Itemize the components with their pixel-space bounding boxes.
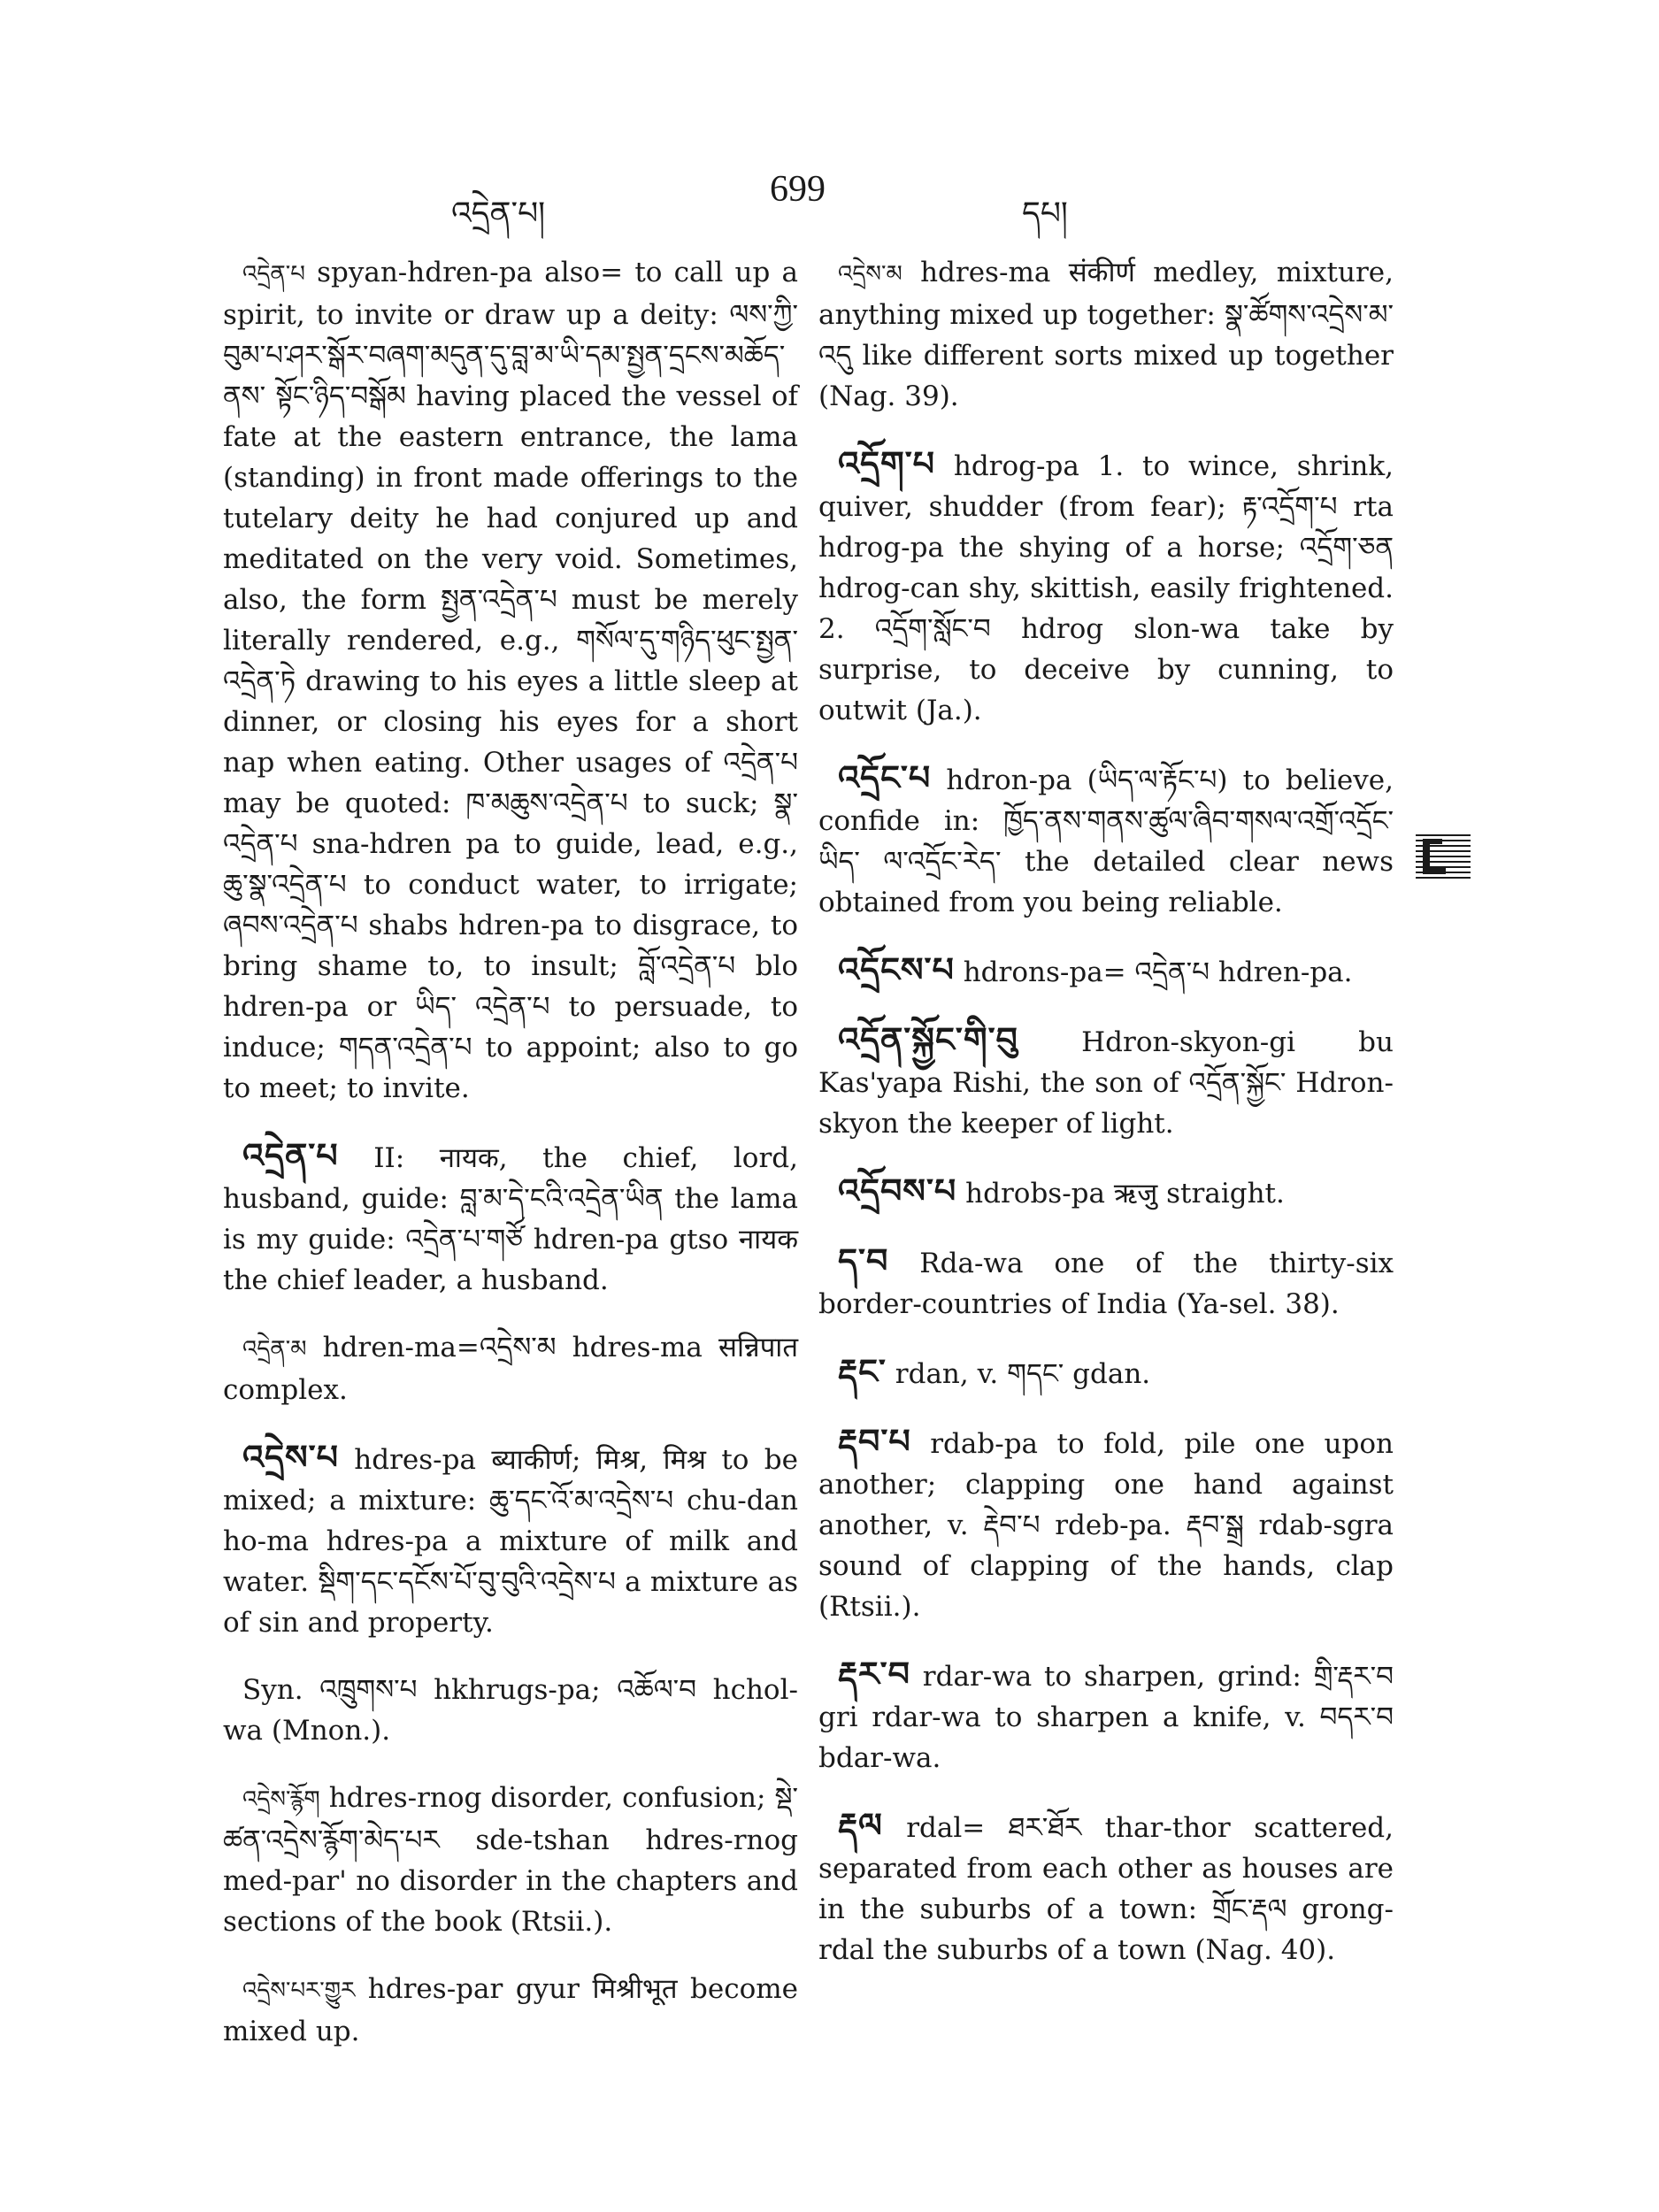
entry-hdrog-pa: འདྲོག་པ hdrog-pa 1. to wince, shrink, quiver, shudder (from fear); རྟ་འདྲོག་པ rta hdrog-pa the shying of a horse; འདྲོག་ཅན hdrog-can shy, skittish, easily frightened. 2. འདྲོག་སློང་བ hdrog slon-wa take by surprise, to deceive by cunning, to outwit (Ja.). — [818, 443, 1394, 726]
page-number: 699 — [770, 169, 826, 210]
entry-hdrons-pa: འདྲོངས་པ hdrons-pa= འདྲེན་པ hdren-pa. — [838, 949, 1353, 989]
entry-hdron-pa: འདྲོང་པ hdron-pa (ཡིད་ལ་རྟོང་པ) to believe, confide in: ཁྱོད་ནས་གནས་ཚུལ་ཞིབ་གསལ་འགྲོ་འདྲོང་ཡིད་ ལ་འདྲོང་རེད་ the detailed clear news obtained from you being reliable. — [818, 757, 1394, 918]
entry-hdres-par-gyur: འདྲེས་པར་གྱུར hdres-par gyur मिश्रीभूत become mixed up. — [223, 1973, 798, 2047]
thumb-index-icon — [1416, 832, 1471, 881]
entry-rdar-wa: རྡར་བ rdar-wa to sharpen, grind: གྲི་རྡར་བ gri rdar-wa to sharpen a knife, v. བདར་བ bdar-wa. — [818, 1654, 1394, 1774]
entry-hdres-pa: འདྲེས་པ hdres-pa ब्याकीर्ण; मिश्र, मिश्र to be mixed; a mixture: ཆུ་དང་འོ་མ་འདྲེས་པ chu-dan ho-ma hdres-pa a mixture of milk and water. སྡིག་དང་དངོས་པོ་བུ་བུའི་འདྲེས་པ a mixture as of sin and property. — [223, 1437, 798, 1639]
entry-rda-wa: ད་བ Rda-wa one of the thirty-six border-countries of India (Ya-sel. 38). — [818, 1240, 1394, 1320]
entry-hdren-pa-ii: འདྲེན་པ II: नायक, the chief, lord, husband, guide: བླ་མ་དེ་ངའི་འདྲེན་ཡིན the lama is my guide: འདྲེན་པ་གཙོ hdren-pa gtso नायक the chief leader, a husband. — [223, 1135, 798, 1296]
header-left-word: འདྲེན་པ། — [451, 196, 546, 232]
entry-hdres-rnog: འདྲེས་རྙོག hdres-rnog disorder, confusion; སྡེ་ཚན་འདྲེས་རྙོག་མེད་པར sde-tshan hdres-rnog med-par' no disorder in the chapters and sections of the book (Rtsii.). — [223, 1782, 798, 1938]
entry-rdan: རྡང་ rdan, v. གདང་ gdan. — [838, 1351, 1151, 1391]
entry-spyan-hdren-pa: འདྲེན་པ spyan-hdren-pa also= to call up a spirit, to invite or draw up a deity: ལས་ཀྱི་ བུམ་པ་ཤར་སྒོར་བཞག་མདུན་དུ་བླ་མ་ཡི་དམ་སྤྱན་དྲངས་མཆོད་ནས་ སྟོང་ཉིད་བསྒོམ having placed the vessel of fate at the eastern entrance, the lama (standing) in front made offerings to the tutelary deity he had conjured up and meditated on the very void. Sometimes, also, the form སྤྱན་འདྲེན་པ must be merely literally rendered, e.g., གསོལ་དུ་གཉིད་ཕུང་སྤྱན་ འདྲེན་ཏེ drawing to his eyes a little sleep at dinner, or closing his eyes for a short nap when eating. Other usages of འདྲེན་པ may be quoted: ཁ་མཆུས་འདྲེན་པ to suck; སྣ་འདྲེན་པ sna-hdren pa to guide, lead, e.g., ཆུ་སྣ་འདྲེན་པ to conduct water, to irrigate; ཞབས་འདྲེན་པ shabs hdren-pa to disgrace, to bring shame to, to insult; བློ་འདྲེན་པ blo hdren-pa or ཡིད་ འདྲེན་པ to persuade, to induce; གདན་འདྲེན་པ to appoint; also to go to meet; to invite. — [223, 257, 798, 1104]
left-column — [223, 252, 798, 2078]
header-right-word: དཔ། — [1022, 196, 1068, 232]
entry-hdrobs-pa: འདྲོབས་པ hdrobs-pa ऋजु straight. — [838, 1171, 1285, 1210]
entry-hdron-skyon-gi-bu: འདྲོན་སྐྱོང་གི་བུ Hdron-skyon-gi bu Kas'yapa Rishi, the son of འདྲོན་སྐྱོང་ Hdron-skyon the keeper of light. — [818, 1019, 1394, 1140]
entry-synonyms: Syn. འཁྲུགས་པ hkhrugs-pa; འཆོལ་བ hchol-wa (Mnon.). — [223, 1674, 798, 1747]
running-head — [221, 168, 1389, 232]
entry-rdal: རྡལ rdal= ཐར་ཐོར thar-thor scattered, separated from each other as houses are in the suburbs of a town: གྲོང་རྡལ grong-rdal the suburbs of a town (Nag. 40). — [818, 1805, 1394, 1966]
entry-hdres-ma: འདྲེས་མ hdres-ma संकीर्ण medley, mixture, anything mixed up together: སྣ་ཚོགས་འདྲེས་མ་ འདུ like different sorts mixed up together (Nag. 39). — [818, 257, 1394, 412]
entry-rdab-pa: རྡབ་པ rdab-pa to fold, pile one upon another; clapping one hand against another, v. རྡེབ་པ rdeb-pa. རྡབ་སྒྲ rdab-sgra sound of clapping of the hands, clap (Rtsii.). — [818, 1421, 1394, 1623]
thumb-index-lines — [1416, 832, 1471, 881]
right-column — [818, 252, 1394, 1997]
entry-hdren-ma: འདྲེན་མ hdren-ma=འདྲེས་མ hdres-ma सन्निपात complex. — [223, 1332, 798, 1406]
